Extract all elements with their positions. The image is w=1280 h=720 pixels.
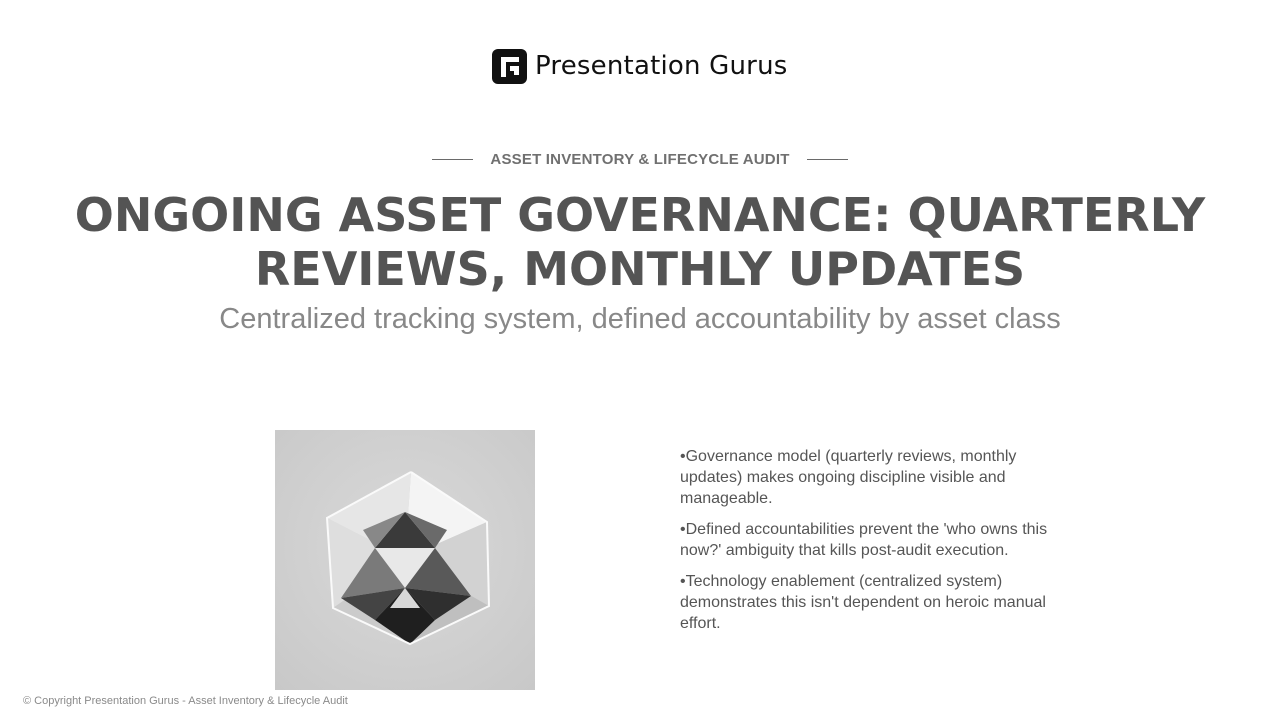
presentation-gurus-logo-icon	[492, 49, 527, 84]
kicker-divider-left	[432, 159, 473, 160]
copyright-footer: © Copyright Presentation Gurus - Asset Inventory & Lifecycle Audit	[23, 695, 348, 707]
section-kicker	[0, 151, 1280, 168]
list-item: • Defined accountabilities prevent the 'who owns this now?' ambiguity that kills post-audit execution.	[680, 519, 1080, 561]
slide-subtitle: Centralized tracking system, defined accountability by asset class	[219, 303, 1061, 335]
list-item: • Governance model (quarterly reviews, monthly updates) makes ongoing discipline visible and manageable.	[680, 446, 1080, 509]
brand-logo	[492, 47, 788, 85]
slide-title: ONGOING ASSET GOVERNANCE: QUARTERLY REVIEWS, MONTHLY UPDATES	[74, 188, 1206, 296]
kicker-label: ASSET INVENTORY & LIFECYCLE AUDIT	[490, 151, 790, 168]
list-item: • Technology enablement (centralized system) demonstrates this isn't dependent on heroic manual effort.	[680, 571, 1080, 634]
slide-image	[275, 430, 535, 690]
geometric-crystal-icon	[275, 430, 535, 690]
kicker-divider-right	[807, 159, 848, 160]
brand-name: Presentation Gurus	[535, 51, 788, 81]
bullet-list	[680, 446, 1080, 644]
